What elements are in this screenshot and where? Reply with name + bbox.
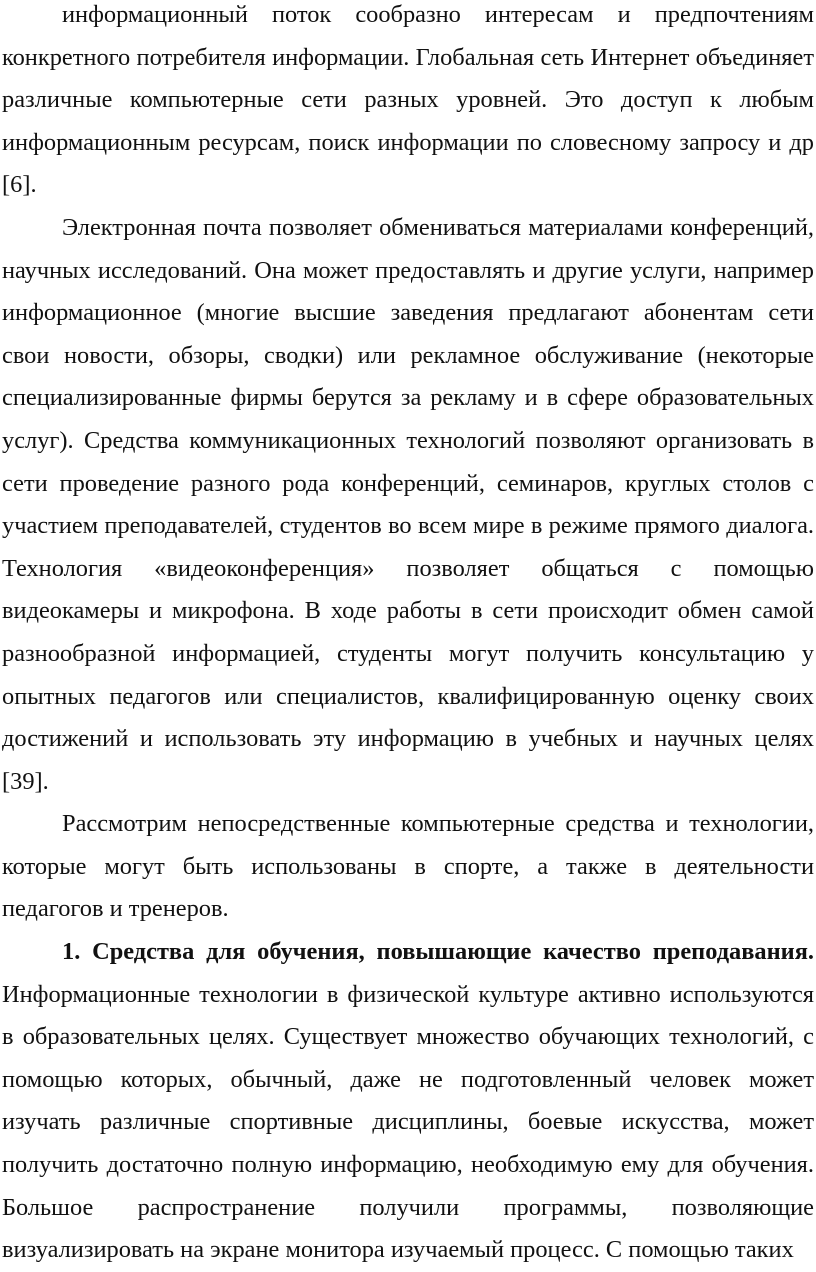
section-number: 1. — [62, 938, 81, 966]
paragraph-computer-tools: Рассмотрим непосредственные компьютерные средства и технологии, которые могут быть использованы в спорте, а также в деятельности педагогов и тренеров. — [2, 810, 814, 923]
paragraph-continuation: информационный поток сообразно интересам и предпочтениям конкретного потребителя информации. Глобальная сеть Интернет объединяет различные компьютерные сети разных уровней. Это доступ к любым информационным ресурсам, поиск информации по словесному запросу и др [6]. — [2, 1, 814, 199]
section-paragraph — [2, 931, 814, 1272]
section-heading: Средства для обучения, повышающие качество преподавания. — [92, 938, 814, 966]
paragraph-email: Электронная почта позволяет обмениваться материалами конференций, научных исследований. Она может предоставлять и другие услуги, например информационное (многие высшие заведения предлагают абонентам сети свои новости, обзоры, сводки) или рекламное обслуживание (некоторые специализированные фирмы берутся за рекламу и в сфере образовательных услуг). Средства коммуникационных технологий позволяют организовать в сети проведение разного рода конференций, семинаров, круглых столов с участием преподавателей, студентов во всем мире в режиме прямого диалога. Технология «видеоконференция» позволяет общаться с помощью видеокамеры и микрофона. В ходе работы в сети происходит обмен самой разнообразной информацией, студенты могут получить консультацию у опытных педагогов или специалистов, квалифицированную оценку своих достижений и использовать эту информацию в учебных и научных целях [39]. — [2, 213, 814, 795]
section-body: Информационные технологии в физической культуре активно используются в образовательных целях. Существует множество обучающих технологий, с помощью которых, обычный, даже не подготовленный человек может изучать различные спортивные дисциплины, боевые искусства, может получить достаточно полную информацию, необходимую ему для обучения. Большое распространение получили программы, позволяющие визуализировать на экране монитора изучаемый процесс. С помощью таких — [2, 980, 814, 1264]
